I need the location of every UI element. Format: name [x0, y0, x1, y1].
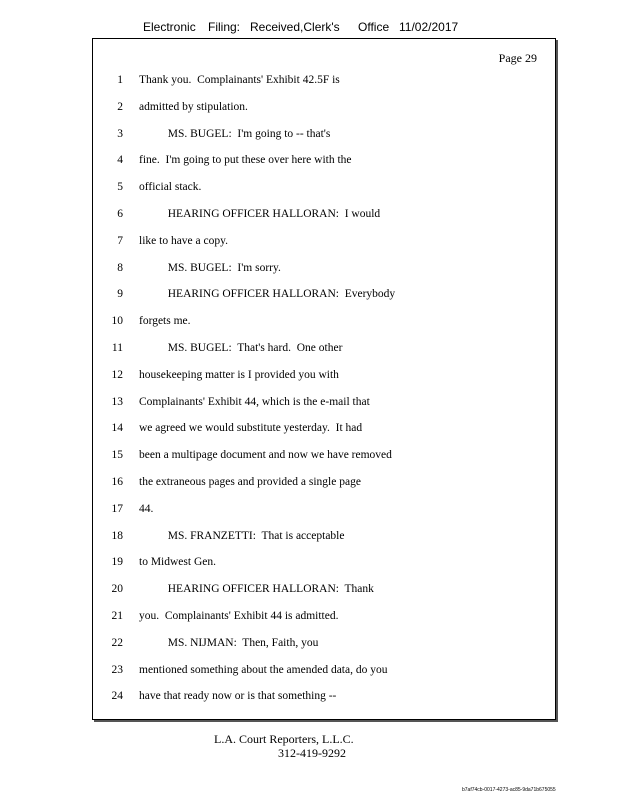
line-number: 17 — [111, 502, 123, 515]
line-text: Complainants' Exhibit 44, which is the e-mail that — [139, 395, 370, 408]
line-text: forgets me. — [139, 315, 191, 328]
transcript-line — [93, 582, 555, 609]
transcript-line — [93, 448, 555, 475]
line-text: we agreed we would substitute yesterday. It had — [139, 422, 363, 435]
transcript-line — [93, 609, 555, 636]
line-number: 19 — [111, 556, 123, 569]
transcript-line — [93, 502, 555, 529]
line-number: 21 — [111, 609, 123, 622]
line-number: 11 — [111, 341, 123, 354]
line-text: have that ready now or is that something -- — [139, 690, 337, 703]
header-electronic: Electronic — [143, 20, 196, 34]
header-received: Received,Clerk's — [250, 20, 340, 34]
transcript-line — [93, 261, 555, 288]
line-text: MS. BUGEL: That's hard. One other — [139, 341, 343, 354]
transcript-line — [93, 555, 555, 582]
header-date: 11/02/2017 — [399, 20, 459, 34]
line-text: MS. NIJMAN: Then, Faith, you — [139, 636, 319, 649]
line-number: 1 — [117, 74, 123, 86]
line-text: you. Complainants' Exhibit 44 is admitted. — [139, 609, 339, 622]
line-number: 16 — [111, 475, 123, 488]
line-text: been a multipage document and now we have removed — [139, 449, 392, 462]
transcript-line — [93, 421, 555, 448]
line-text: 44. — [139, 502, 154, 515]
line-text: HEARING OFFICER HALLORAN: Thank — [139, 583, 374, 596]
transcript-line — [93, 180, 555, 207]
line-number: 20 — [111, 583, 123, 596]
transcript-line — [93, 341, 555, 368]
transcript-line — [93, 234, 555, 261]
transcript-line — [93, 127, 555, 154]
line-number: 3 — [117, 127, 123, 140]
line-text: MS. FRANZETTI: That is acceptable — [139, 529, 345, 542]
line-text: HEARING OFFICER HALLORAN: I would — [139, 207, 381, 220]
line-number: 24 — [111, 690, 123, 703]
line-text: housekeeping matter is I provided you with — [139, 368, 339, 381]
line-text: MS. BUGEL: I'm sorry. — [139, 261, 281, 274]
transcript-line — [93, 529, 555, 556]
transcript-line — [93, 636, 555, 663]
transcript-page — [92, 38, 556, 720]
line-number: 13 — [111, 395, 123, 408]
line-number: 22 — [111, 636, 123, 649]
line-text: to Midwest Gen. — [139, 556, 216, 569]
line-number: 18 — [111, 529, 123, 542]
transcript-line — [93, 368, 555, 395]
line-text: mentioned something about the amended data, do you — [139, 663, 388, 676]
line-text: official stack. — [139, 181, 202, 194]
line-number: 12 — [111, 368, 123, 381]
electronic-filing-header — [0, 20, 618, 38]
transcript-lines — [93, 73, 555, 716]
footer-phone: 312-419-9292 — [278, 746, 346, 760]
header-office: Office — [358, 20, 390, 34]
line-text: HEARING OFFICER HALLORAN: Everybody — [139, 288, 396, 301]
transcript-line — [93, 207, 555, 234]
line-text: like to have a copy. — [139, 234, 228, 247]
line-number: 5 — [117, 181, 123, 194]
header-filing: Filing: — [208, 20, 241, 34]
line-number: 9 — [117, 288, 123, 301]
transcript-line — [93, 153, 555, 180]
line-text: the extraneous pages and provided a single page — [139, 475, 361, 488]
transcript-line — [93, 395, 555, 422]
line-text: Thank you. Complainants' Exhibit 42.5F is — [139, 74, 340, 86]
line-number: 23 — [111, 663, 123, 676]
transcript-line — [93, 475, 555, 502]
line-number: 10 — [111, 315, 123, 328]
document-id: b7af74cb-0017-4273-ac85-9da71b675055 — [462, 787, 556, 793]
transcript-line — [93, 100, 555, 127]
line-text: fine. I'm going to put these over here with the — [139, 154, 352, 167]
line-number: 2 — [117, 100, 123, 113]
line-text: admitted by stipulation. — [139, 100, 248, 113]
line-number: 4 — [117, 154, 123, 167]
transcript-line — [93, 314, 555, 341]
transcript-line — [93, 287, 555, 314]
line-text: MS. BUGEL: I'm going to -- that's — [139, 127, 331, 140]
line-number: 7 — [117, 234, 123, 247]
line-number: 8 — [117, 261, 123, 274]
line-number: 6 — [117, 207, 123, 220]
transcript-line — [93, 663, 555, 690]
page-number: Page 29 — [498, 51, 537, 65]
transcript-line — [93, 73, 555, 100]
line-number: 15 — [111, 449, 123, 462]
transcript-line — [93, 689, 555, 716]
line-number: 14 — [111, 422, 123, 435]
footer-company: L.A. Court Reporters, L.L.C. — [214, 732, 354, 746]
